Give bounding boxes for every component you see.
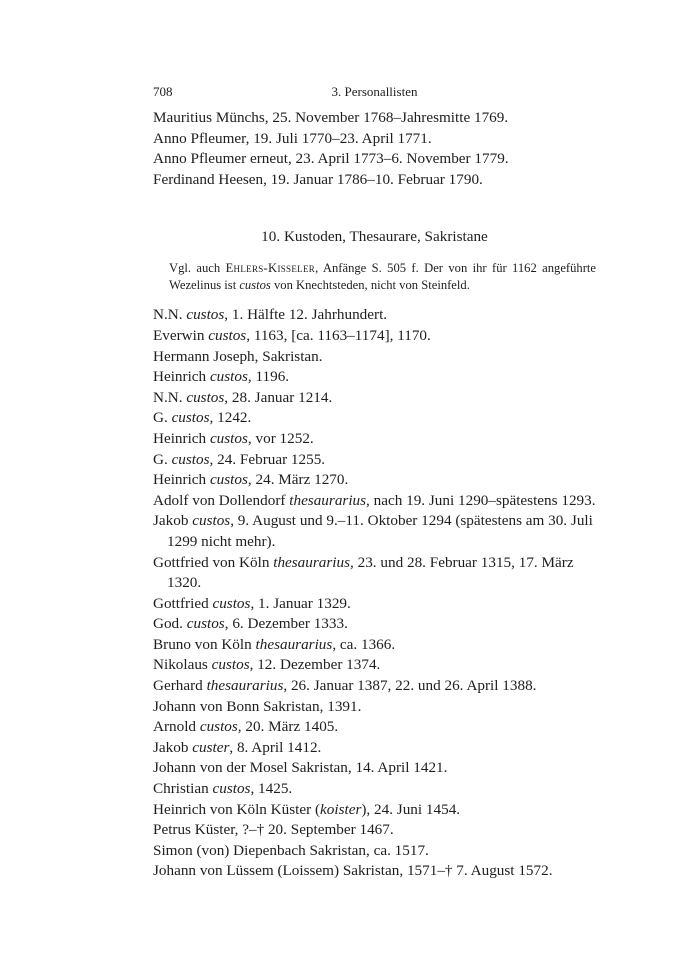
entry-title: custos <box>186 388 225 406</box>
entry-name: Heinrich <box>153 368 210 386</box>
list-entry <box>153 408 596 429</box>
entry-name: Bruno von Köln <box>153 635 256 653</box>
previous-list <box>153 108 596 190</box>
entry-name: Johann von Lüssem (Loissem) Sakristan, 1571–† 7. August 1572. <box>153 862 553 880</box>
entry-details: , 1196. <box>247 368 290 386</box>
entry-title: thesaurarius <box>255 635 333 653</box>
entry-name: N.N. <box>153 306 187 324</box>
list-entry: Anno Pfleumer, 19. Juli 1770–23. April 1771. <box>153 129 432 147</box>
list-entry: Ferdinand Heesen, 19. Januar 1786–10. Februar 1790. <box>153 170 483 188</box>
entry-title: koister <box>320 800 362 818</box>
entry-title: custos <box>186 306 225 324</box>
entry-name: Heinrich <box>153 471 210 489</box>
list-entry: Anno Pfleumer erneut, 23. April 1773–6. November 1779. <box>153 150 509 168</box>
entry-name: Johann von der Mosel Sakristan, 14. April 1421. <box>153 759 448 777</box>
list-entry <box>153 450 596 471</box>
list-entry <box>153 655 596 676</box>
list-entry <box>153 635 596 656</box>
entry-details: , 24. Februar 1255. <box>209 450 326 468</box>
entry-title: custos <box>171 409 210 427</box>
entry-details: , nach 19. Juni 1290–spätestens 1293. <box>366 491 596 509</box>
list-entry <box>153 861 596 882</box>
entry-name: G. <box>153 409 172 427</box>
entry-name: Jakob <box>153 512 193 530</box>
entry-name: Heinrich <box>153 429 210 447</box>
entry-name: Everwin <box>153 326 209 344</box>
entry-details: , 6. Dezember 1333. <box>224 615 348 633</box>
entry-details: , 26. Januar 1387, 22. und 26. April 1388. <box>283 677 537 695</box>
entry-details: , 1242. <box>209 409 252 427</box>
entry-details: , 8. April 1412. <box>229 738 322 756</box>
list-entry <box>153 717 596 738</box>
section-note <box>153 260 596 294</box>
list-entry <box>153 491 596 512</box>
list-entry <box>153 779 596 800</box>
list-entry <box>153 388 596 409</box>
note-suffix: von Knechtsteden, nicht von Steinfeld. <box>270 278 470 293</box>
page-header <box>153 84 596 104</box>
note-italic: custos <box>239 278 271 293</box>
entry-title: custos <box>171 450 210 468</box>
list-entry <box>153 305 596 326</box>
list-entry <box>153 800 596 821</box>
entry-title: custos <box>209 368 248 386</box>
entry-details: , 23. und 28. Februar 1315, 17. März 1320. <box>167 553 574 592</box>
list-entry <box>153 614 596 635</box>
list-entry <box>153 511 596 552</box>
note-middle: , Anfänge S. 505 f. Der von ihr für 1162 angeführte Wezelinus ist <box>169 261 596 293</box>
running-head: 3. Personallisten <box>331 84 418 99</box>
entry-title: thesaurarius <box>206 677 284 695</box>
entry-details: , 9. August und 9.–11. Oktober 1294 (spätestens am 30. Juli 1299 nicht mehr). <box>167 512 593 550</box>
page-number: 708 <box>153 84 173 99</box>
entry-title: custos <box>212 594 251 612</box>
entry-name: Gottfried <box>153 594 213 612</box>
entry-details: , 1163, [ca. 1163–1174], 1170. <box>246 326 431 344</box>
entry-name: N.N. <box>153 388 187 406</box>
entry-details: ), 24. Juni 1454. <box>361 800 461 818</box>
list-entry <box>153 841 596 862</box>
entry-title: custos <box>209 429 248 447</box>
list-entry <box>153 758 596 779</box>
entry-name: Johann von Bonn Sakristan, 1391. <box>153 697 362 715</box>
entry-name: Hermann Joseph, Sakristan. <box>153 347 323 365</box>
list-entry <box>153 738 596 759</box>
list-entry <box>153 553 596 594</box>
list-entry <box>153 470 596 491</box>
entry-details: , 12. Dezember 1374. <box>249 656 381 674</box>
list-entry <box>153 347 596 368</box>
entry-name: G. <box>153 450 172 468</box>
entry-title: custos <box>186 615 225 633</box>
entry-title: custos <box>211 656 250 674</box>
entry-name: Gottfried von Köln <box>153 553 274 571</box>
entry-title: custer <box>192 738 230 756</box>
entry-title: custos <box>192 512 231 530</box>
entry-title: custos <box>208 326 247 344</box>
list-entry <box>153 594 596 615</box>
list-entry <box>153 820 596 841</box>
entry-name: Arnold <box>153 718 200 736</box>
list-entry <box>153 676 596 697</box>
entry-details: , 20. März 1405. <box>237 718 339 736</box>
list-entry <box>153 326 596 347</box>
list-entry <box>153 697 596 718</box>
entry-details: , 1425. <box>250 780 293 798</box>
note-author: Ehlers-Kisseler <box>225 261 316 276</box>
entry-name: God. <box>153 615 187 633</box>
entry-name: Simon (von) Diepenbach Sakristan, ca. 1517. <box>153 841 429 859</box>
list-entry <box>153 429 596 450</box>
entry-title: custos <box>199 718 238 736</box>
entry-name: Adolf von Dollendorf <box>153 491 290 509</box>
entry-details: , ca. 1366. <box>332 635 396 653</box>
entry-name: Heinrich von Köln Küster ( <box>153 800 321 818</box>
entry-title: custos <box>212 780 251 798</box>
entry-name: Jakob <box>153 738 193 756</box>
entry-name: Gerhard <box>153 677 207 695</box>
custodian-list <box>153 305 596 882</box>
entry-details: , 28. Januar 1214. <box>224 388 333 406</box>
note-prefix: Vgl. auch <box>169 261 226 276</box>
list-entry: Mauritius Münchs, 25. November 1768–Jahresmitte 1769. <box>153 109 509 126</box>
document-page <box>153 84 596 882</box>
section-title: 10. Kustoden, Thesaurare, Sakristane <box>261 228 488 246</box>
entry-details: , 24. März 1270. <box>247 471 349 489</box>
entry-name: Petrus Küster, ?–† 20. September 1467. <box>153 821 394 839</box>
entry-title: thesaurarius <box>289 491 367 509</box>
entry-details: , 1. Hälfte 12. Jahrhundert. <box>224 306 388 324</box>
entry-details: , 1. Januar 1329. <box>250 594 351 612</box>
entry-title: custos <box>209 471 248 489</box>
entry-name: Nikolaus <box>153 656 212 674</box>
entry-name: Christian <box>153 780 213 798</box>
entry-title: thesaurarius <box>273 553 351 571</box>
entry-details: , vor 1252. <box>247 429 314 447</box>
list-entry <box>153 367 596 388</box>
